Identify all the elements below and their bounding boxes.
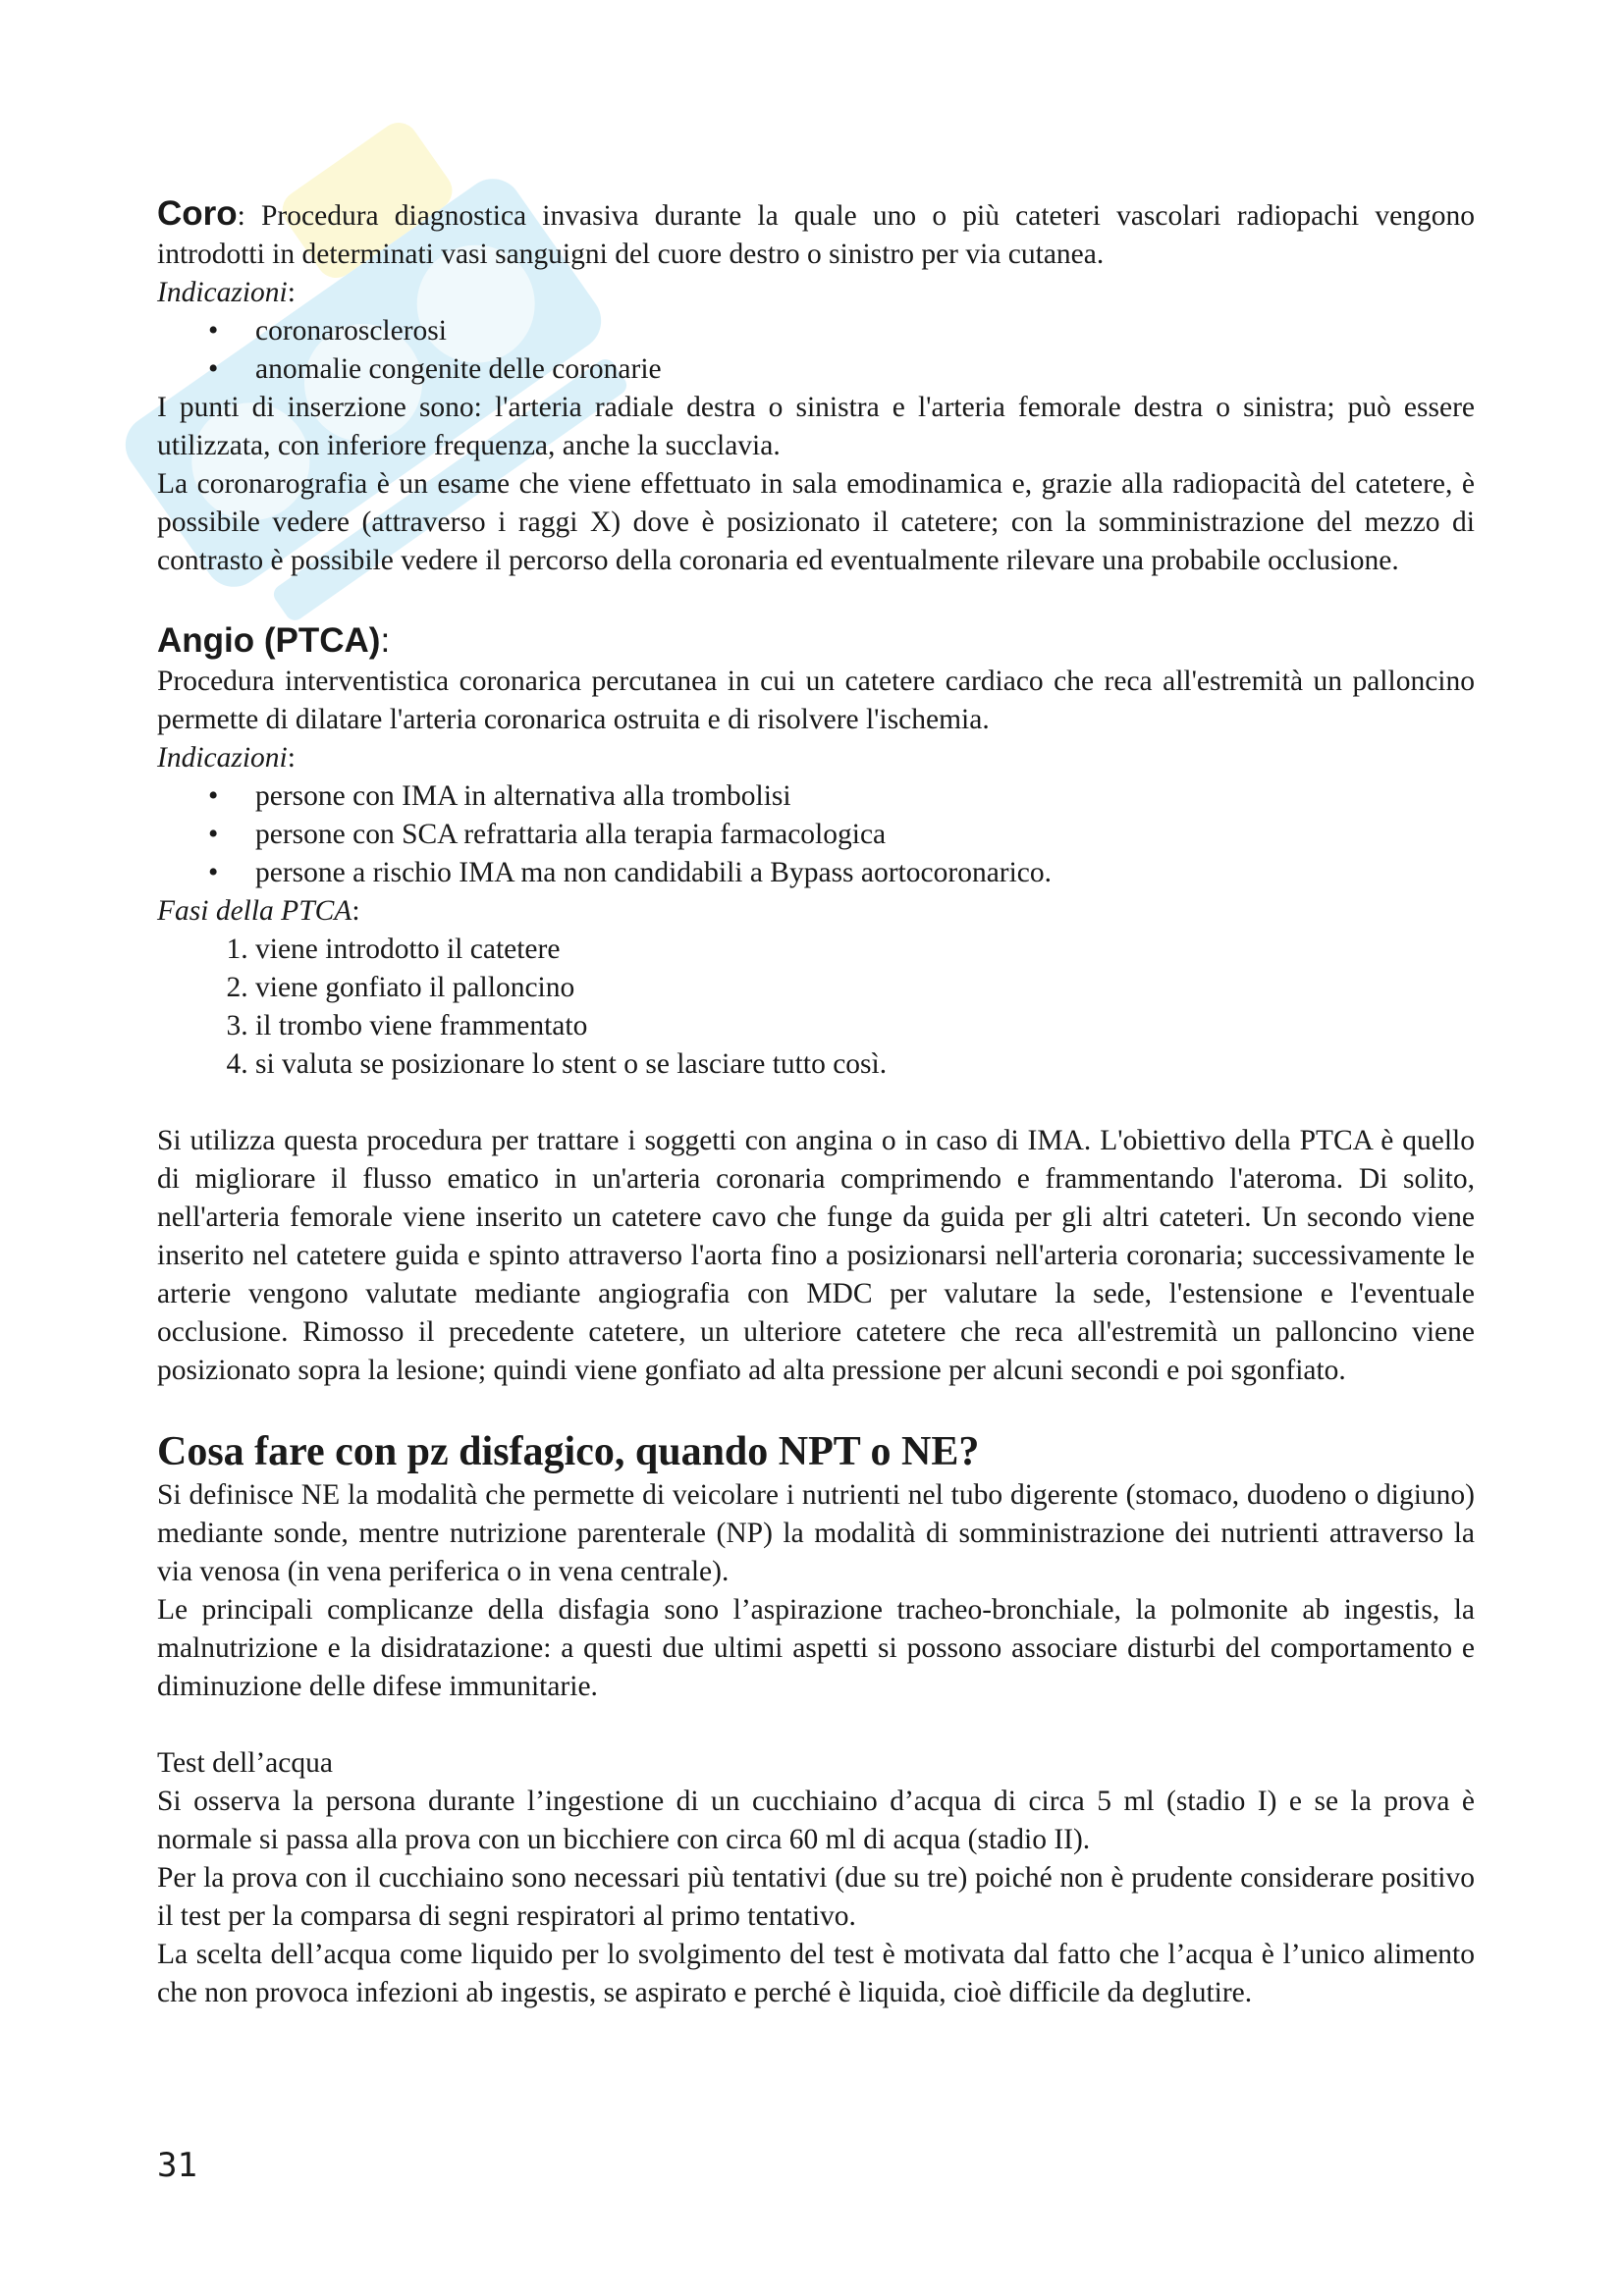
list-item: 2. viene gonfiato il palloncino: [255, 969, 1475, 1007]
list-item: • persone con SCA refrattaria alla terapia farmacologica: [255, 816, 1475, 854]
angio-intro: Procedura interventistica coronarica percutanea in cui un catetere cardiaco che reca all'estremità un palloncino permette di dilatare l'arteria coronarica ostruita e di risolvere l'ischemia.: [157, 666, 1475, 735]
coro-intro: Coro: Procedura diagnostica invasiva durante la quale uno o più cateteri vascolari radiopachi vengono introdotti in determinati vasi sanguigni del cuore destro o sinistro per via cutanea.: [157, 194, 1475, 270]
list-item: • persone con IMA in alternativa alla trombolisi: [255, 777, 1475, 816]
disfagia-paragraph-4: Per la prova con il cucchiaino sono necessari più tentativi (due su tre) poiché non è prudente considerare positivo il test per la comparsa di segni respiratori al primo tentativo.: [157, 1862, 1475, 1932]
page-content: [157, 194, 1475, 2012]
page-number: 31: [157, 2146, 197, 2185]
test-acqua-title: Test dell’acqua: [157, 1747, 333, 1779]
coro-indicazioni-list: [157, 312, 1475, 389]
coro-indicazioni-label: Indicazioni:: [157, 277, 296, 308]
angio-fasi-list: [157, 931, 1475, 1084]
disfagia-paragraph-2: Le principali complicanze della disfagia sono l’aspirazione tracheo-bronchiale, la polmonite ab ingestis, la malnutrizione e la disidratazione: a questi due ultimi aspetti si possono associare disturbi del comportamento e diminuzione delle difese immunitarie.: [157, 1594, 1475, 1702]
angio-paragraph-1: Si utilizza questa procedura per trattare i soggetti con angina o in caso di IMA. L'obiettivo della PTCA è quello di migliorare il flusso ematico in un'arteria coronaria comprimendo e frammentando l'ateroma. Di solito, nell'arteria femorale viene inserito un catetere cavo che funge da guida per gli altri cateteri. Un secondo viene inserito nel catetere guida e spinto attraverso l'aorta fino a posizionarsi nell'arteria coronaria; successivamente le arterie vengono valutate mediante angiografia con MDC per valutare la sede, l'estensione e l'eventuale occlusione. Rimosso il precedente catetere, un ulteriore catetere che reca all'estremità un palloncino viene posizionato sopra la lesione; quindi viene gonfiato ad alta pressione per alcuni secondi e poi sgonfiato.: [157, 1125, 1475, 1386]
coro-paragraph-1: I punti di inserzione sono: l'arteria radiale destra o sinistra e l'arteria femorale destra o sinistra; può essere utilizzata, con inferiore frequenza, anche la succlavia.: [157, 392, 1475, 461]
coro-title: Coro: [157, 194, 238, 233]
disfagia-paragraph-3: Si osserva la persona durante l’ingestione di un cucchiaino d’acqua di circa 5 ml (stadio I) e se la prova è normale si passa alla prova con un bicchiere con circa 60 ml di acqua (stadio II).: [157, 1786, 1475, 1855]
disfagia-paragraph-1: Si definisce NE la modalità che permette di veicolare i nutrienti nel tubo digerente (stomaco, duodeno o digiuno) mediante sonde, mentre nutrizione parenterale (NP) la modalità di somministrazione dei nutrienti attraverso la via venosa (in vena periferica o in vena centrale).: [157, 1479, 1475, 1587]
angio-heading: Angio (PTCA):: [157, 621, 391, 660]
list-item: • coronarosclerosi: [255, 312, 1475, 350]
list-item: 4. si valuta se posizionare lo stent o se lasciare tutto così.: [255, 1045, 1475, 1084]
angio-indicazioni-label: Indicazioni:: [157, 742, 296, 774]
list-item: 3. il trombo viene frammentato: [255, 1007, 1475, 1045]
angio-fasi-label: Fasi della PTCA:: [157, 895, 360, 927]
list-item: • persone a rischio IMA ma non candidabili a Bypass aortocoronarico.: [255, 854, 1475, 892]
disfagia-heading: Cosa fare con pz disfagico, quando NPT o NE?: [157, 1429, 980, 1474]
disfagia-paragraph-5: La scelta dell’acqua come liquido per lo svolgimento del test è motivata dal fatto che l’acqua è l’unico alimento che non provoca infezioni ab ingestis, se aspirato e perché è liquida, cioè difficile da deglutire.: [157, 1939, 1475, 2008]
list-item: • anomalie congenite delle coronarie: [255, 350, 1475, 389]
list-item: 1. viene introdotto il catetere: [255, 931, 1475, 969]
coro-paragraph-2: La coronarografia è un esame che viene effettuato in sala emodinamica e, grazie alla radiopacità del catetere, è possibile vedere (attraverso i raggi X) dove è posizionato il catetere; con la somministrazione del mezzo di contrasto è possibile vedere il percorso della coronaria ed eventualmente rilevare una probabile occlusione.: [157, 468, 1475, 576]
angio-indicazioni-list: [157, 777, 1475, 892]
